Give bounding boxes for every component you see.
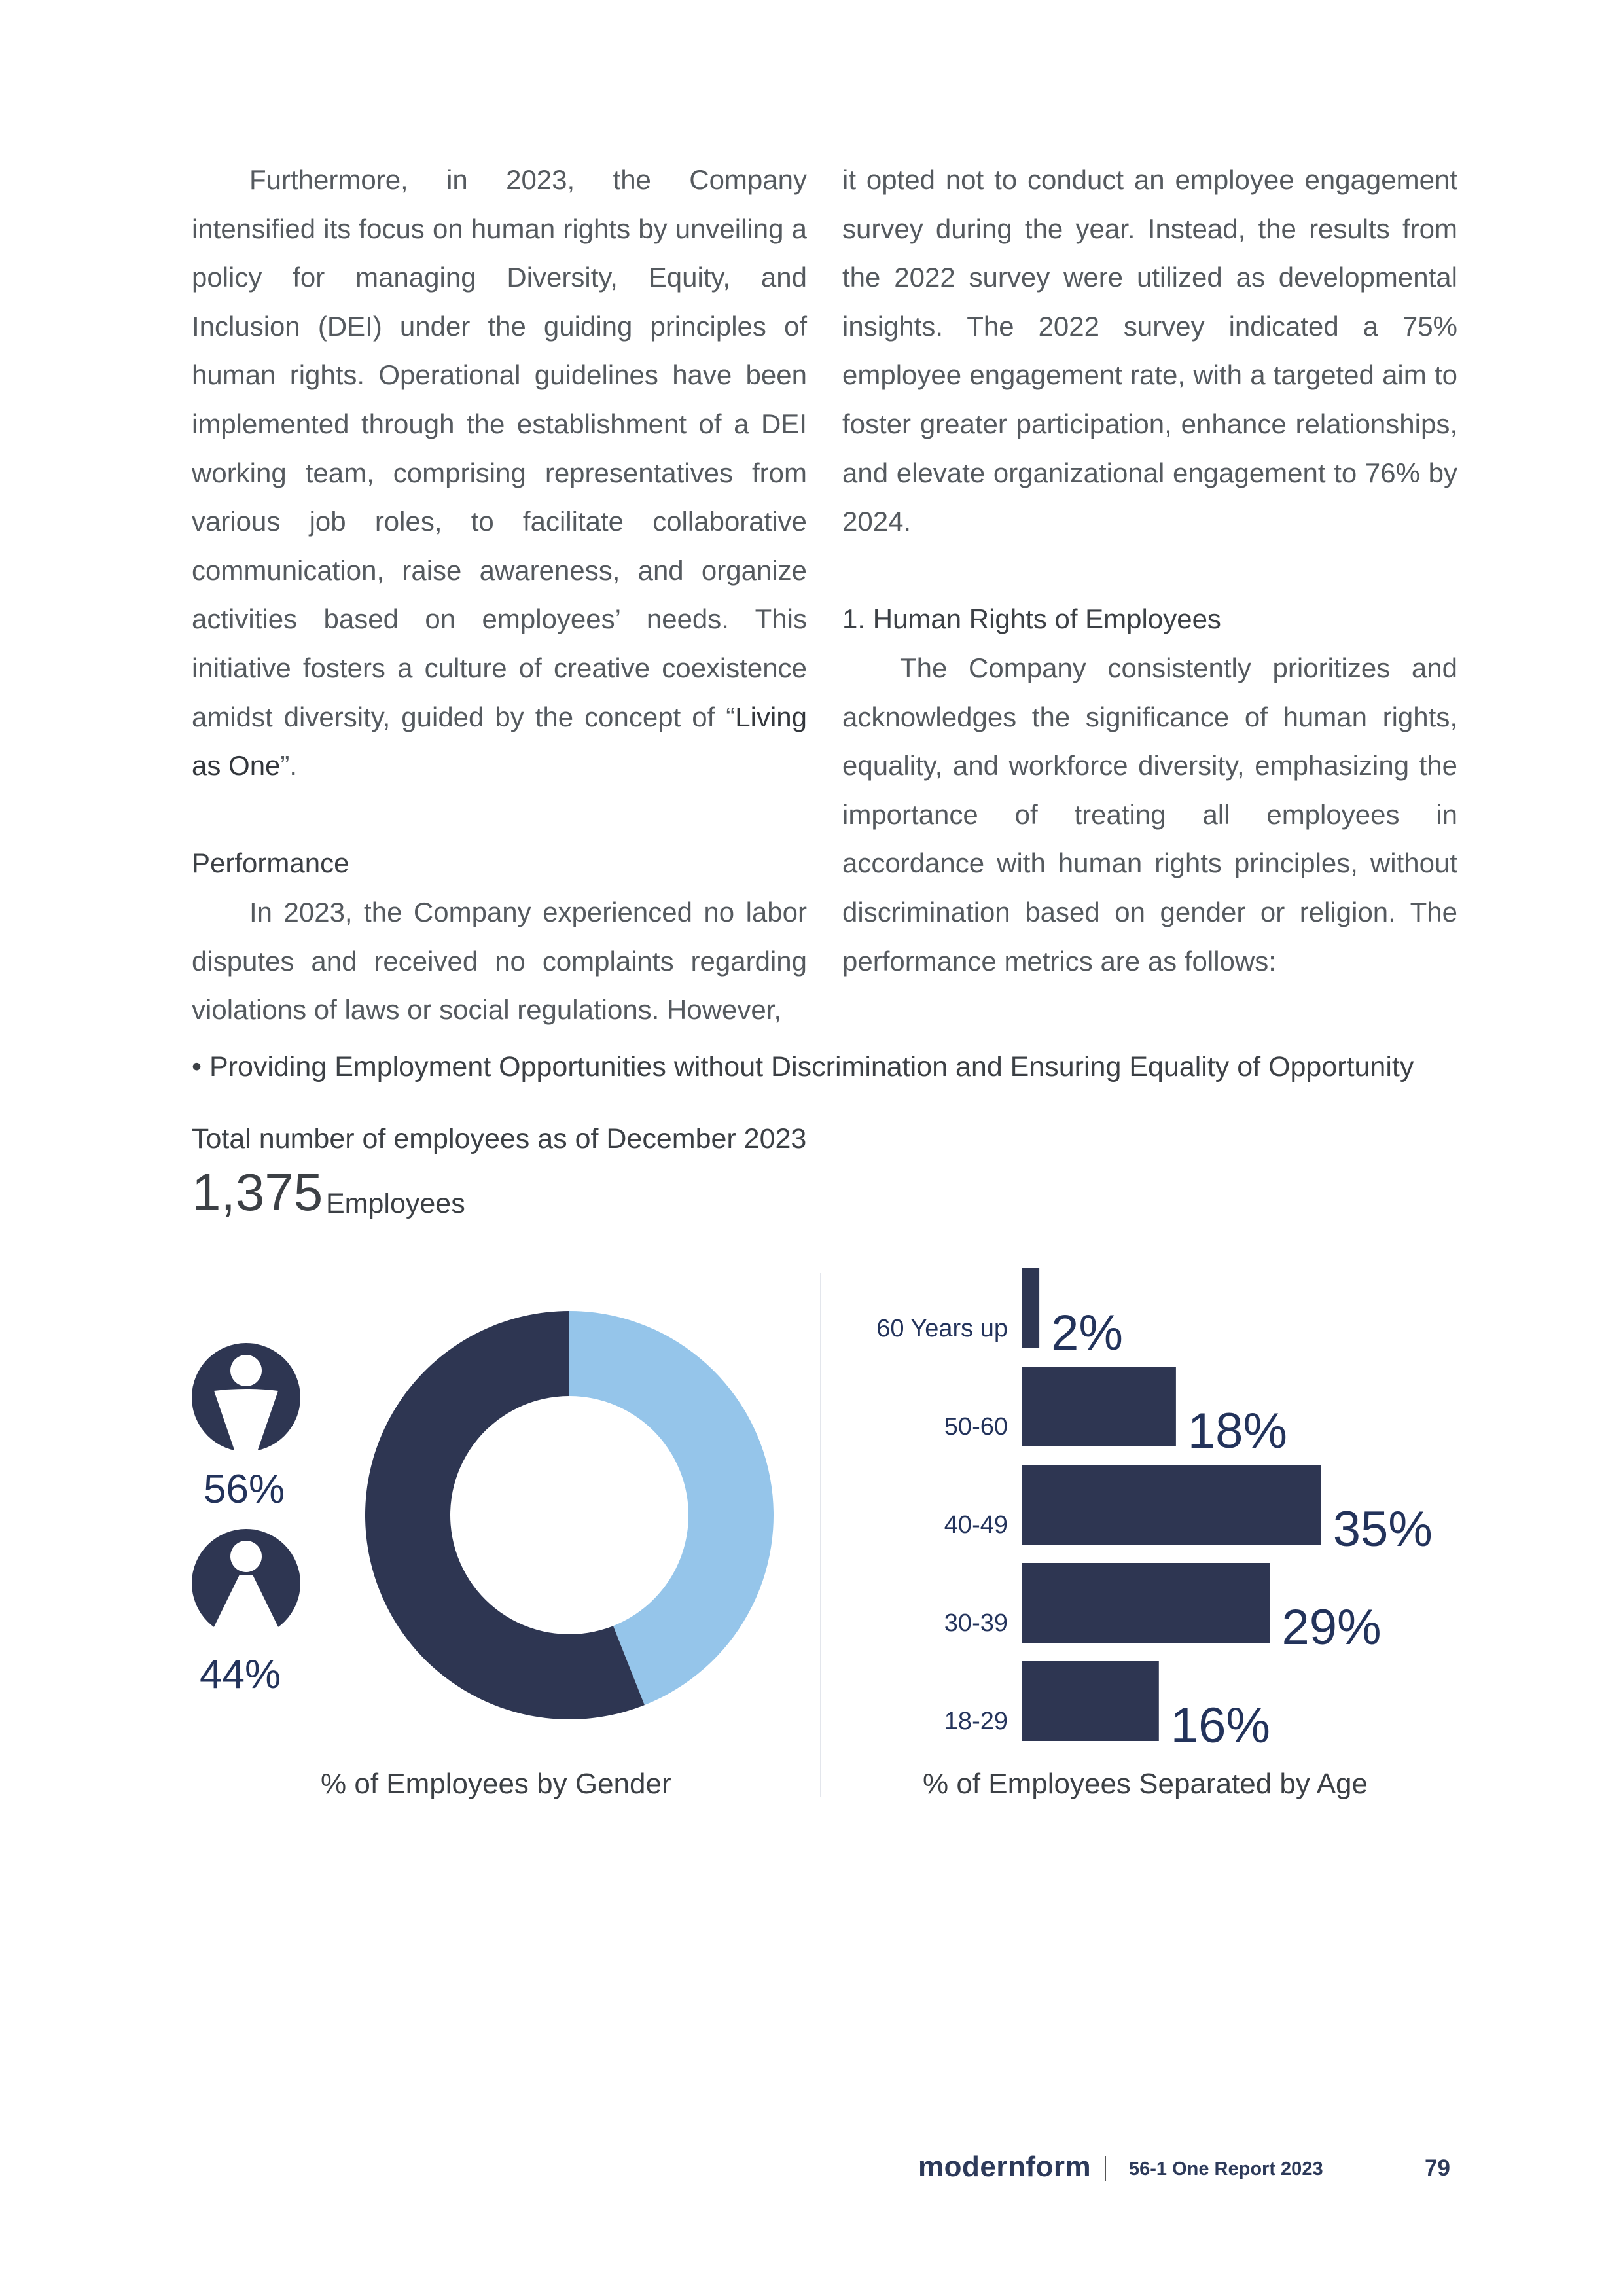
page-number: 79: [1425, 2155, 1450, 2181]
age-value-label: 29%: [1281, 1600, 1382, 1655]
male-person-icon: [192, 1529, 300, 1638]
age-value-label: 16%: [1170, 1698, 1270, 1753]
male-percentage: 44%: [200, 1652, 281, 1697]
age-bar: [1022, 1465, 1321, 1545]
chart-divider: [820, 1273, 821, 1797]
age-bar: [1022, 1563, 1270, 1643]
age-bar: [1022, 1367, 1176, 1446]
female-person-icon: [192, 1343, 300, 1452]
age-bar: [1022, 1268, 1039, 1348]
left-text-column: [192, 156, 807, 1035]
bullet-heading: • Providing Employment Opportunities without Discrimination and Ensuring Equality of Opportunity: [192, 1051, 1414, 1083]
age-category-label: 18-29: [944, 1708, 1008, 1735]
age-bar: [1022, 1661, 1159, 1741]
human-rights-paragraph: The Company consistently prioritizes and acknowledges the significance of human rights, equality, and workforce diversity, emphasizing the importance of treating all employees in accordance with human rights principles, without discrimination based on gender or religion. The performance metrics are as follows:: [842, 652, 1457, 977]
age-value-label: 18%: [1187, 1403, 1288, 1459]
gender-chart-caption: % of Employees by Gender: [321, 1768, 671, 1800]
total-employees-label: Total number of employees as of December 2023: [192, 1123, 807, 1155]
human-rights-heading: 1. Human Rights of Employees: [842, 603, 1221, 635]
age-category-label: 30-39: [944, 1609, 1008, 1637]
footer-report-name: 56-1 One Report 2023: [1129, 2159, 1323, 2179]
dei-paragraph-text: Furthermore, in 2023, the Company intensified its focus on human rights by unveiling a policy for managing Diversity, Equity, and Inclusion (DEI) under the guiding principles of human rights. Operational guidelines have been implemented through the establishment of a DEI working team, comprising representatives from various job roles, to facilitate collaborative communication, raise awareness, and organize activities based on employees’ needs. This initiative fosters a culture of creative coexistence amidst diversity, guided by the concept of “: [192, 164, 807, 732]
gender-donut-chart: [360, 1306, 779, 1725]
age-value-label: 2%: [1051, 1305, 1123, 1361]
age-category-label: 40-49: [944, 1511, 1008, 1539]
age-category-label: 60 Years up: [876, 1315, 1008, 1342]
age-category-label: 50-60: [944, 1413, 1008, 1441]
dei-paragraph: [192, 156, 807, 791]
performance-heading: Performance: [192, 848, 349, 879]
total-employees-value: 1,375: [192, 1163, 323, 1221]
age-chart-caption: % of Employees Separated by Age: [923, 1768, 1368, 1800]
engagement-paragraph: it opted not to conduct an employee engagement survey during the year. Instead, the results from the 2022 survey were utilized as developmental insights. The 2022 survey indicated a 75% employee engagement rate, with a targeted aim to foster greater participation, enhance relationships, and elevate organizational engagement to 76% by 2024.: [842, 164, 1457, 537]
right-text-column: [842, 156, 1457, 986]
dei-paragraph-end: ”.: [280, 750, 298, 781]
performance-paragraph: In 2023, the Company experienced no labor disputes and received no complaints regarding violations of laws or social regulations. However,: [192, 896, 807, 1026]
footer-separator: [1105, 2156, 1106, 2181]
female-percentage: 56%: [204, 1467, 285, 1512]
age-bar-chart: [831, 1244, 1486, 1754]
total-employees-unit: Employees: [326, 1188, 465, 1219]
footer-brand-logo: modernform: [918, 2151, 1092, 2183]
living-as-one-emphasis: Living as One: [192, 701, 807, 781]
age-value-label: 35%: [1332, 1501, 1433, 1557]
